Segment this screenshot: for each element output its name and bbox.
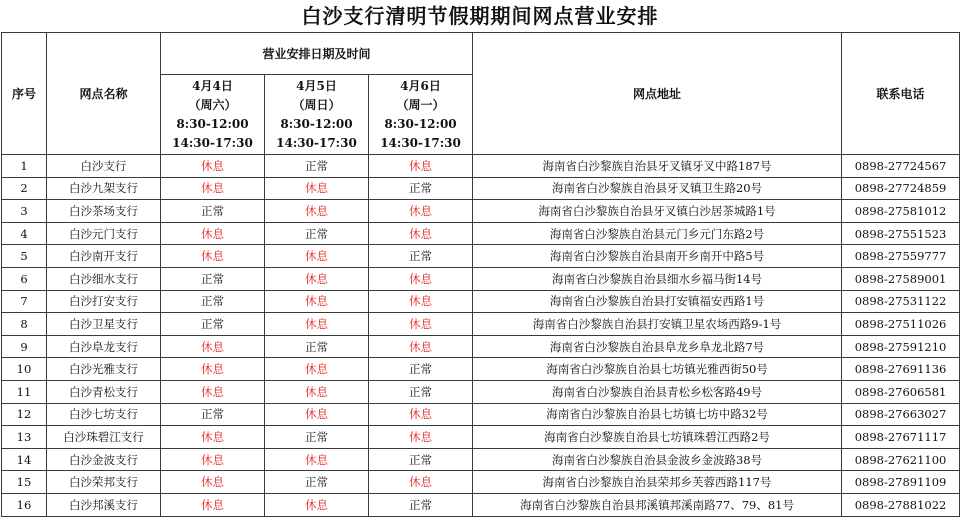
cell-day-3-status: 休息 xyxy=(369,403,473,426)
cell-phone: 0898-27589001 xyxy=(842,267,960,290)
cell-day-2-status: 休息 xyxy=(265,177,369,200)
cell-day-2-status: 正常 xyxy=(265,222,369,245)
cell-day-2-status: 休息 xyxy=(265,403,369,426)
table-row xyxy=(2,267,960,290)
day-2-time-afternoon: 14:30-17:30 xyxy=(276,135,357,150)
cell-day-2-status: 休息 xyxy=(265,358,369,381)
cell-day-2-status: 休息 xyxy=(265,267,369,290)
cell-day-2-status: 正常 xyxy=(265,426,369,449)
day-2-weekday: （周日） xyxy=(292,97,341,112)
day-2-date: 4月5日 xyxy=(296,78,337,93)
day-3-date: 4月6日 xyxy=(400,78,441,93)
cell-day-1-status: 休息 xyxy=(161,448,265,471)
cell-branch-name: 白沙九架支行 xyxy=(47,177,161,200)
cell-address: 海南省白沙黎族自治县荣邦乡芙蓉西路117号 xyxy=(473,471,842,494)
cell-address: 海南省白沙黎族自治县阜龙乡阜龙北路7号 xyxy=(473,335,842,358)
table-row xyxy=(2,426,960,449)
cell-day-1-status: 休息 xyxy=(161,245,265,268)
cell-address: 海南省白沙黎族自治县邦溪镇邦溪南路77、79、81号 xyxy=(473,493,842,516)
cell-branch-name: 白沙荣邦支行 xyxy=(47,471,161,494)
cell-day-3-status: 正常 xyxy=(369,245,473,268)
cell-branch-name: 白沙阜龙支行 xyxy=(47,335,161,358)
cell-day-3-status: 休息 xyxy=(369,426,473,449)
cell-phone: 0898-27531122 xyxy=(842,290,960,313)
cell-seq: 9 xyxy=(2,335,47,358)
cell-day-1-status: 休息 xyxy=(161,493,265,516)
cell-address: 海南省白沙黎族自治县牙叉镇白沙居茶城路1号 xyxy=(473,200,842,223)
cell-branch-name: 白沙邦溪支行 xyxy=(47,493,161,516)
cell-day-2-status: 休息 xyxy=(265,200,369,223)
cell-seq: 2 xyxy=(2,177,47,200)
cell-address: 海南省白沙黎族自治县七坊镇珠碧江西路2号 xyxy=(473,426,842,449)
table-row xyxy=(2,380,960,403)
cell-branch-name: 白沙元门支行 xyxy=(47,222,161,245)
cell-day-3-status: 正常 xyxy=(369,493,473,516)
cell-phone: 0898-27621100 xyxy=(842,448,960,471)
cell-phone: 0898-27891109 xyxy=(842,471,960,494)
cell-day-1-status: 休息 xyxy=(161,380,265,403)
cell-day-1-status: 正常 xyxy=(161,267,265,290)
cell-address: 海南省白沙黎族自治县打安镇卫星农场西路9-1号 xyxy=(473,313,842,336)
cell-day-2-status: 正常 xyxy=(265,155,369,178)
page-title: 白沙支行清明节假期期间网点营业安排 xyxy=(301,4,659,28)
cell-address: 海南省白沙黎族自治县细水乡福马街14号 xyxy=(473,267,842,290)
cell-day-2-status: 正常 xyxy=(265,335,369,358)
header-phone: 联系电话 xyxy=(842,33,960,155)
cell-address: 海南省白沙黎族自治县元门乡元门东路2号 xyxy=(473,222,842,245)
schedule-table xyxy=(1,32,960,517)
cell-address: 海南省白沙黎族自治县七坊镇光雅西街50号 xyxy=(473,358,842,381)
cell-day-1-status: 正常 xyxy=(161,313,265,336)
cell-day-1-status: 正常 xyxy=(161,200,265,223)
day-2-time-morning: 8:30-12:00 xyxy=(280,116,353,131)
table-row xyxy=(2,222,960,245)
header-seq: 序号 xyxy=(2,33,47,155)
day-1-time-afternoon: 14:30-17:30 xyxy=(172,135,253,150)
cell-address: 海南省白沙黎族自治县金波乡金波路38号 xyxy=(473,448,842,471)
cell-day-1-status: 休息 xyxy=(161,335,265,358)
cell-day-1-status: 正常 xyxy=(161,403,265,426)
cell-phone: 0898-27724859 xyxy=(842,177,960,200)
cell-address: 海南省白沙黎族自治县七坊镇七坊中路32号 xyxy=(473,403,842,426)
cell-branch-name: 白沙青松支行 xyxy=(47,380,161,403)
header-branch-name: 网点名称 xyxy=(47,33,161,155)
cell-phone: 0898-27551523 xyxy=(842,222,960,245)
table-row xyxy=(2,245,960,268)
cell-seq: 12 xyxy=(2,403,47,426)
day-3-weekday: （周一） xyxy=(396,97,445,112)
table-row xyxy=(2,358,960,381)
cell-day-3-status: 正常 xyxy=(369,448,473,471)
cell-phone: 0898-27559777 xyxy=(842,245,960,268)
table-row xyxy=(2,448,960,471)
cell-phone: 0898-27606581 xyxy=(842,380,960,403)
table-row xyxy=(2,177,960,200)
day-1-time-morning: 8:30-12:00 xyxy=(176,116,249,131)
cell-seq: 11 xyxy=(2,380,47,403)
cell-day-1-status: 休息 xyxy=(161,155,265,178)
cell-branch-name: 白沙茶场支行 xyxy=(47,200,161,223)
header-schedule: 营业安排日期及时间 xyxy=(161,33,473,75)
cell-day-3-status: 休息 xyxy=(369,267,473,290)
day-3-time-afternoon: 14:30-17:30 xyxy=(380,135,461,150)
table-row xyxy=(2,290,960,313)
table-body xyxy=(2,155,960,517)
cell-phone: 0898-27671117 xyxy=(842,426,960,449)
cell-day-1-status: 正常 xyxy=(161,290,265,313)
cell-phone: 0898-27663027 xyxy=(842,403,960,426)
day-3-time-morning: 8:30-12:00 xyxy=(384,116,457,131)
cell-day-1-status: 休息 xyxy=(161,358,265,381)
cell-day-2-status: 休息 xyxy=(265,290,369,313)
cell-seq: 6 xyxy=(2,267,47,290)
header-day-3 xyxy=(369,75,473,155)
header-day-1 xyxy=(161,75,265,155)
cell-day-3-status: 休息 xyxy=(369,471,473,494)
cell-branch-name: 白沙细水支行 xyxy=(47,267,161,290)
cell-branch-name: 白沙支行 xyxy=(47,155,161,178)
cell-day-2-status: 休息 xyxy=(265,313,369,336)
cell-phone: 0898-27511026 xyxy=(842,313,960,336)
cell-day-3-status: 休息 xyxy=(369,155,473,178)
cell-day-2-status: 休息 xyxy=(265,448,369,471)
cell-branch-name: 白沙金波支行 xyxy=(47,448,161,471)
cell-seq: 4 xyxy=(2,222,47,245)
cell-seq: 15 xyxy=(2,471,47,494)
header-address: 网点地址 xyxy=(473,33,842,155)
day-1-weekday: （周六） xyxy=(188,97,237,112)
cell-day-3-status: 休息 xyxy=(369,313,473,336)
cell-phone: 0898-27691136 xyxy=(842,358,960,381)
cell-day-3-status: 正常 xyxy=(369,177,473,200)
cell-seq: 5 xyxy=(2,245,47,268)
table-row xyxy=(2,335,960,358)
cell-address: 海南省白沙黎族自治县南开乡南开中路5号 xyxy=(473,245,842,268)
cell-address: 海南省白沙黎族自治县牙叉镇卫生路20号 xyxy=(473,177,842,200)
cell-day-2-status: 休息 xyxy=(265,245,369,268)
cell-seq: 16 xyxy=(2,493,47,516)
cell-seq: 1 xyxy=(2,155,47,178)
cell-day-1-status: 休息 xyxy=(161,426,265,449)
table-row xyxy=(2,471,960,494)
cell-branch-name: 白沙七坊支行 xyxy=(47,403,161,426)
cell-day-2-status: 正常 xyxy=(265,471,369,494)
cell-day-2-status: 休息 xyxy=(265,493,369,516)
cell-day-3-status: 正常 xyxy=(369,358,473,381)
table-row xyxy=(2,155,960,178)
cell-seq: 3 xyxy=(2,200,47,223)
cell-seq: 14 xyxy=(2,448,47,471)
cell-seq: 13 xyxy=(2,426,47,449)
cell-seq: 10 xyxy=(2,358,47,381)
cell-branch-name: 白沙南开支行 xyxy=(47,245,161,268)
cell-branch-name: 白沙珠碧江支行 xyxy=(47,426,161,449)
cell-branch-name: 白沙打安支行 xyxy=(47,290,161,313)
cell-address: 海南省白沙黎族自治县牙叉镇牙叉中路187号 xyxy=(473,155,842,178)
cell-day-2-status: 休息 xyxy=(265,380,369,403)
cell-branch-name: 白沙光雅支行 xyxy=(47,358,161,381)
cell-seq: 8 xyxy=(2,313,47,336)
cell-day-1-status: 休息 xyxy=(161,222,265,245)
day-1-date: 4月4日 xyxy=(192,78,233,93)
cell-seq: 7 xyxy=(2,290,47,313)
cell-day-1-status: 休息 xyxy=(161,471,265,494)
cell-address: 海南省白沙黎族自治县青松乡松客路49号 xyxy=(473,380,842,403)
cell-branch-name: 白沙卫星支行 xyxy=(47,313,161,336)
cell-address: 海南省白沙黎族自治县打安镇福安西路1号 xyxy=(473,290,842,313)
table-row xyxy=(2,313,960,336)
table-row xyxy=(2,493,960,516)
cell-phone: 0898-27581012 xyxy=(842,200,960,223)
table-row xyxy=(2,200,960,223)
cell-phone: 0898-27591210 xyxy=(842,335,960,358)
header-day-2 xyxy=(265,75,369,155)
cell-day-3-status: 休息 xyxy=(369,290,473,313)
cell-day-1-status: 休息 xyxy=(161,177,265,200)
cell-day-3-status: 休息 xyxy=(369,200,473,223)
table-row xyxy=(2,403,960,426)
cell-phone: 0898-27724567 xyxy=(842,155,960,178)
cell-day-3-status: 正常 xyxy=(369,380,473,403)
cell-phone: 0898-27881022 xyxy=(842,493,960,516)
cell-day-3-status: 休息 xyxy=(369,335,473,358)
cell-day-3-status: 休息 xyxy=(369,222,473,245)
